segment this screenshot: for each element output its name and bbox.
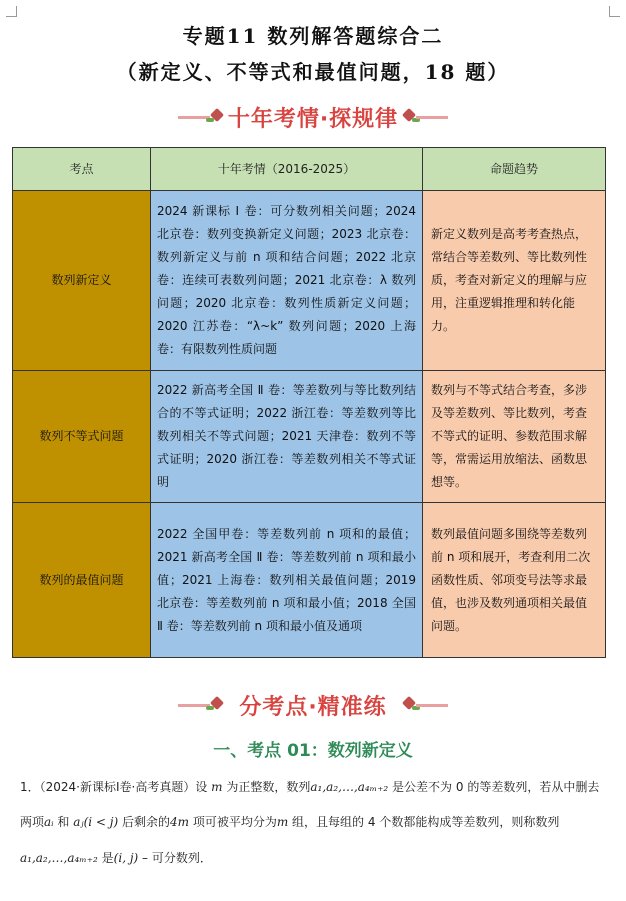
column-header-history: 十年考情（2016-2025）: [151, 148, 423, 191]
column-header-trend: 命题趋势: [423, 148, 606, 191]
banner-divider-right: [416, 704, 448, 707]
page-title: 专题11 数列解答题综合二: [182, 24, 444, 48]
table-row: [13, 371, 606, 503]
question-text: 为正整数，数列: [222, 780, 311, 794]
column-header-topic: 考点: [13, 148, 151, 191]
math-pair: (i, j): [113, 851, 139, 865]
page-subtitle: （新定义、不等式和最值问题，18 题）: [116, 60, 510, 84]
question-text: 组，且每组的 4 个数都能构成等差数列，则称数列: [288, 815, 560, 829]
section-banner-ten-year: [0, 100, 626, 134]
question-text: 项可被平均分为: [189, 815, 277, 829]
history-cell: 2024 新课标 Ⅰ 卷：可分数列相关问题；2024 北京卷：数列变换新定义问题；2023 北京卷：数列新定义与前 n 项和结合问题；2022 北京卷：连续可表数列问题；2021 北京卷：λ 数列问题；2020 北京卷：数列性质新定义问题；2020 江苏卷：“λ~k” 数列问题；2020 上海卷：有限数列性质问题: [151, 191, 423, 371]
question-text: 两项: [20, 815, 45, 829]
topic-cell: 数列新定义: [13, 191, 151, 371]
math-condition: (i < j): [83, 815, 119, 829]
table-row: [13, 503, 606, 658]
math-variable: aᵢ: [44, 815, 54, 829]
history-cell: 2022 新高考全国 Ⅱ 卷：等差数列与等比数列结合的不等式证明；2022 浙江卷：等差数列等比数列相关不等式问题；2021 天津卷：数列不等式证明；2020 浙江卷：等差数列相关不等式证明: [151, 371, 423, 503]
section-banner-practice: [0, 688, 626, 722]
table-header-row: [13, 148, 606, 191]
question-line-3: [20, 848, 610, 868]
question-text: 是: [97, 851, 114, 865]
question-text: 1．（2024·新课标Ⅰ卷·高考真题）设: [20, 780, 212, 794]
math-sequence: a₁,a₂,…,a₄ₘ₊₂: [20, 851, 98, 865]
question-text: 和: [53, 815, 74, 829]
banner-title: 分考点·精准练: [239, 695, 387, 720]
math-variable: m: [211, 780, 223, 794]
question-text: – 可分数列．: [138, 851, 212, 865]
banner-divider-right: [416, 116, 448, 119]
topic-cell: 数列的最值问题: [13, 503, 151, 658]
math-variable: aⱼ: [73, 815, 84, 829]
trend-cell: 数列最值问题多围绕等差数列前 n 项和展开，考查利用二次函数性质、邻项变号法等求最值，也涉及数列通项相关最值问题。: [423, 503, 606, 658]
page-corner-mark-right: [609, 6, 620, 17]
question-line-1: [20, 777, 610, 797]
history-cell: 2022 全国甲卷：等差数列前 n 项和的最值；2021 新高考全国 Ⅱ 卷：等差数列前 n 项和最小值；2021 上海卷：数列相关最值问题；2019 北京卷：等差数列前 n 项和最小值；2018 全国 Ⅱ 卷：等差数列前 n 项和最小值及通项: [151, 503, 423, 658]
exam-trend-table: [12, 147, 606, 658]
table-row: [13, 191, 606, 371]
trend-cell: 新定义数列是高考考查热点，常结合等差数列、等比数列性质，考查对新定义的理解与应用，注重逻辑推理和转化能力。: [423, 191, 606, 371]
page-corner-mark-left: [6, 6, 17, 17]
trend-cell: 数列与不等式结合考查，多涉及等差数列、等比数列，考查不等式的证明、参数范围求解等，常需运用放缩法、函数思想等。: [423, 371, 606, 503]
question-text: 是公差不为 0 的等差数列，若从中删去: [388, 780, 600, 794]
math-variable: 4m: [170, 815, 190, 829]
question-text: 后剩余的: [118, 815, 170, 829]
math-sequence: a₁,a₂,…,a₄ₘ₊₂: [310, 780, 389, 794]
banner-title: 十年考情·探规律: [227, 107, 399, 132]
section-heading: 一、考点 01：数列新定义: [213, 741, 413, 761]
topic-cell: 数列不等式问题: [13, 371, 151, 503]
question-line-2: [20, 812, 610, 832]
math-variable: m: [276, 815, 289, 829]
